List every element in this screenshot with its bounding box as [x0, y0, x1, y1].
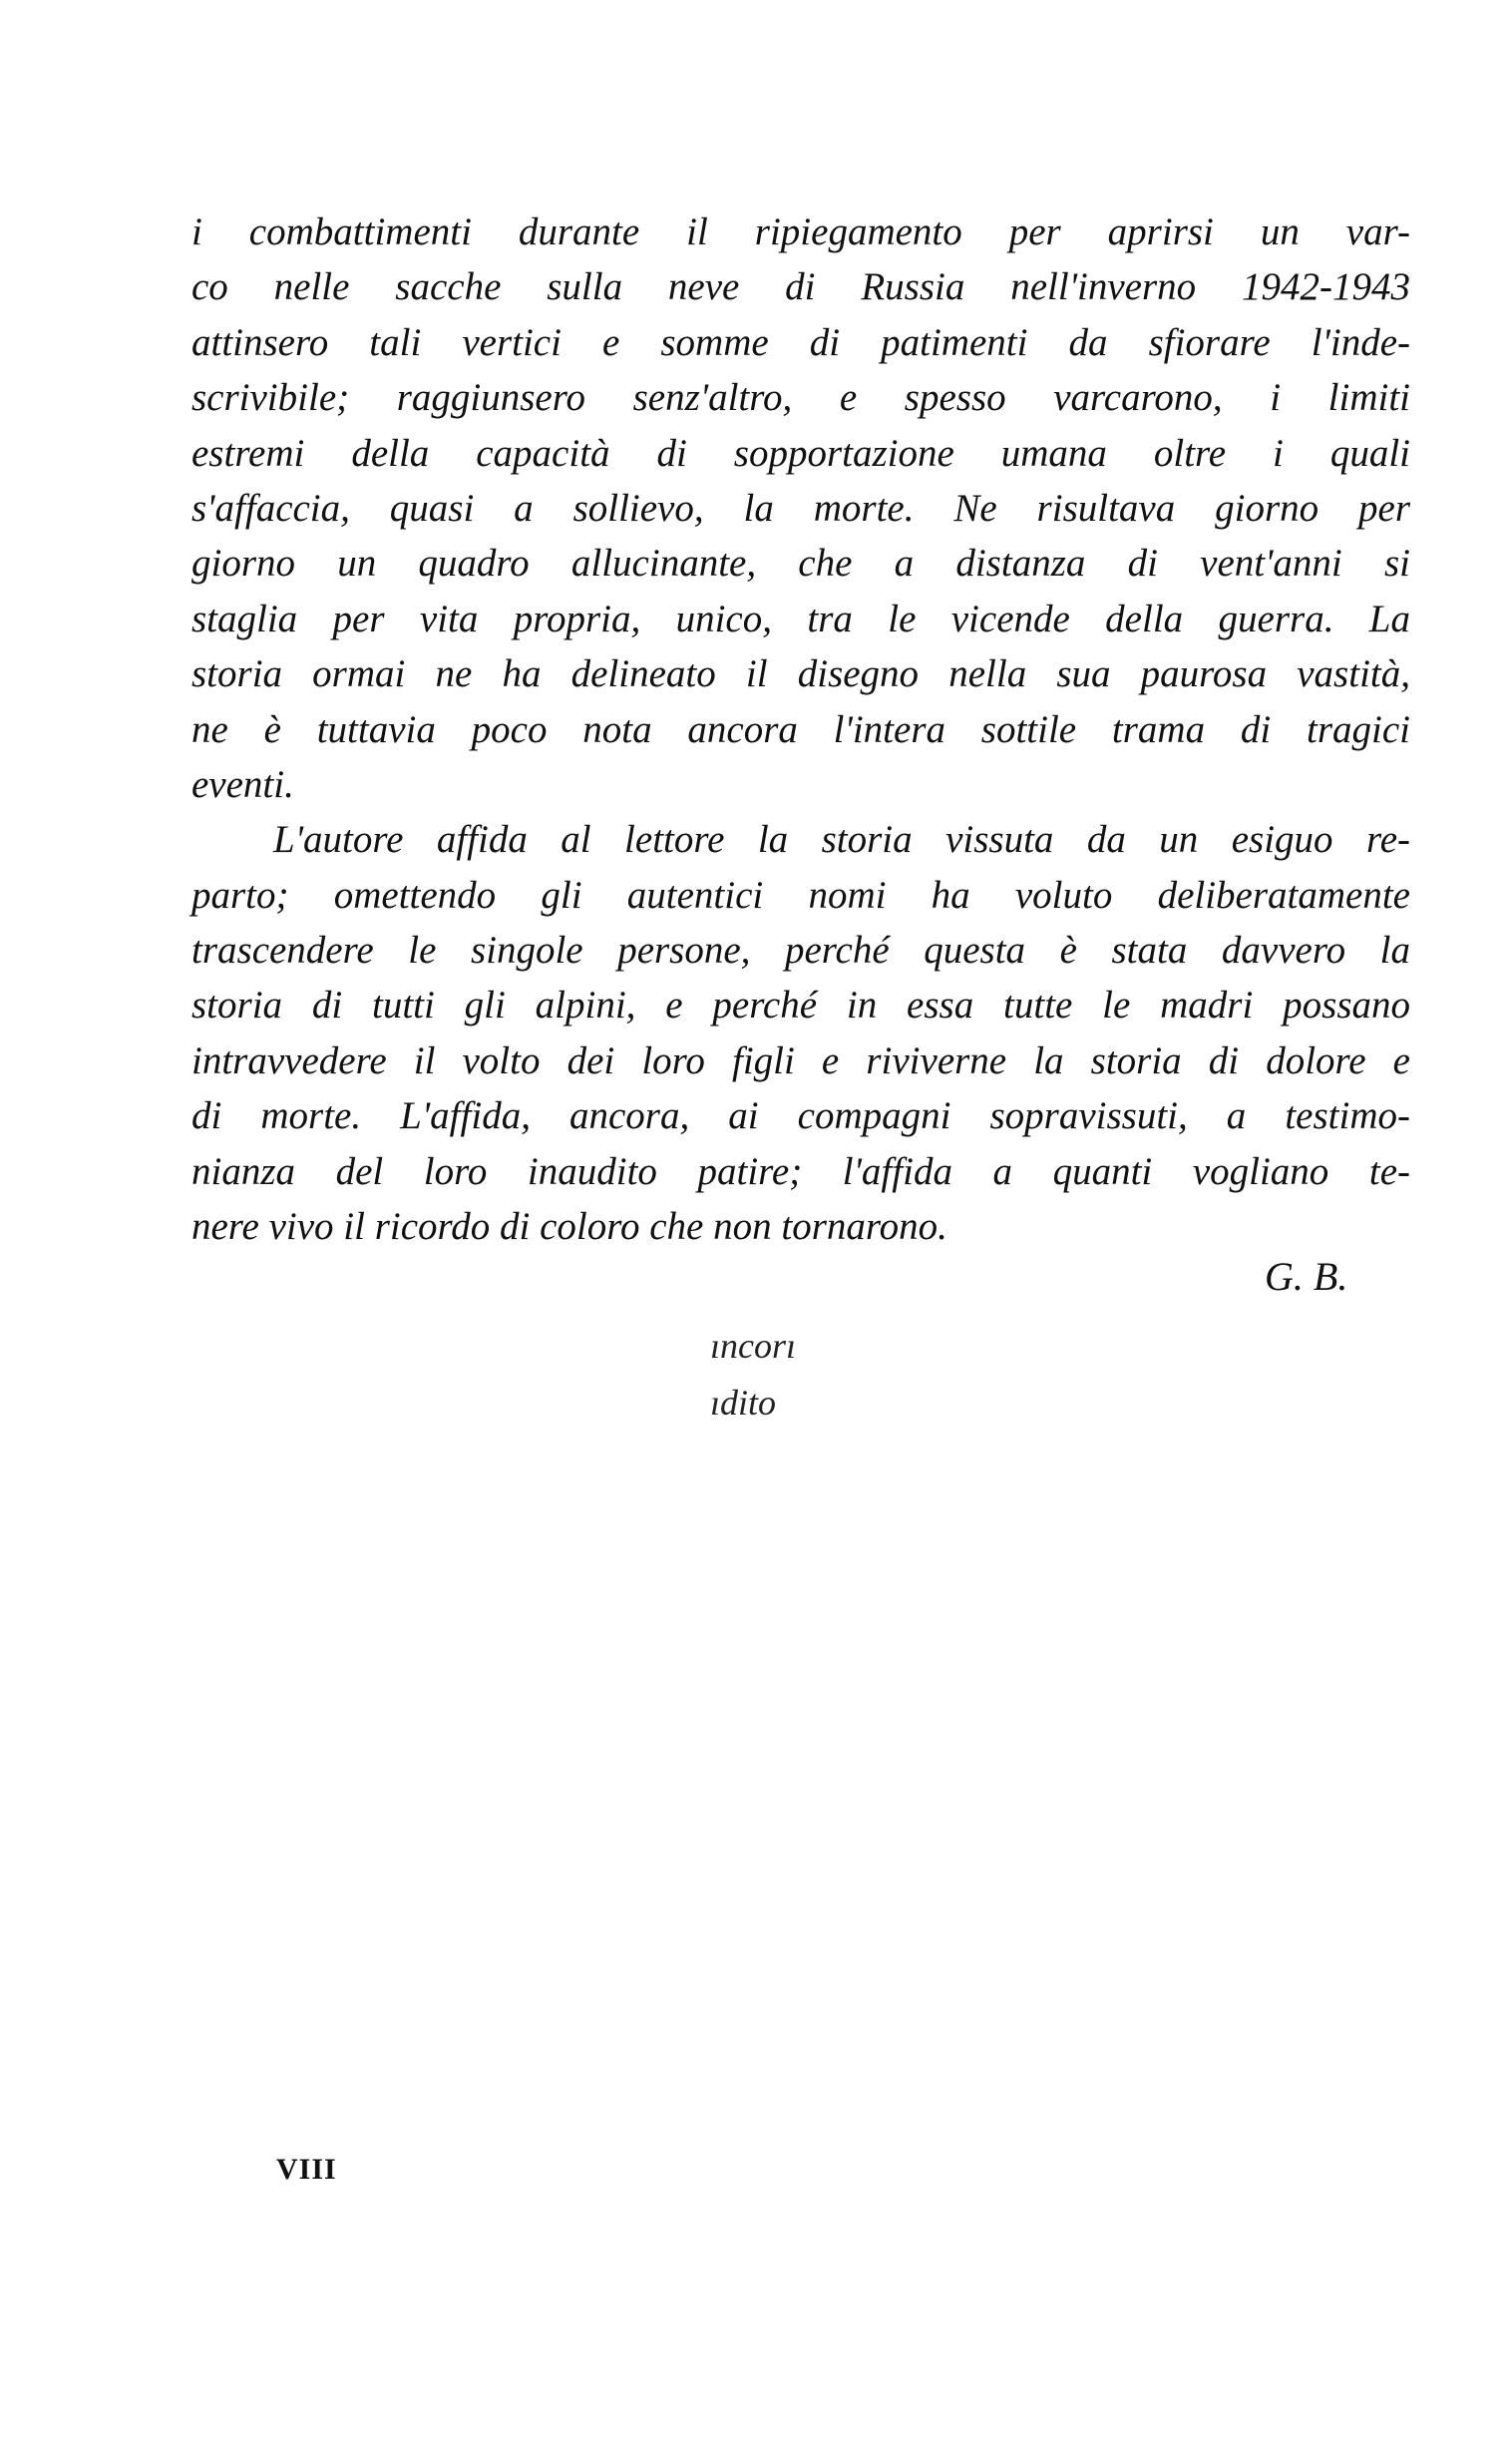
- text-line: staglia per vita propria, unico, tra le vicende della guerra. La: [191, 597, 1410, 640]
- text-line: L'autore affida al lettore la storia vissuta da un esiguo re-: [273, 818, 1410, 862]
- text-line: ne è tuttavia poco nota ancora l'intera sottile trama di tragici: [191, 707, 1410, 751]
- text-line: intravvedere il volto dei loro figli e riviverne la storia di dolore e: [191, 1038, 1410, 1082]
- author-signature: G. B.: [1265, 1254, 1348, 1299]
- preface-text: [191, 205, 1410, 1254]
- text-line: attinsero tali vertici e somme di patimenti da sfiorare l'inde-: [191, 320, 1410, 364]
- text-line: storia di tutti gli alpini, e perché in essa tutte le madri possano: [191, 984, 1410, 1027]
- text-line: nere vivo il ricordo di coloro che non tornarono.: [191, 1205, 947, 1249]
- text-line: scrivibile; raggiunsero senz'altro, e spesso varcarono, i limiti: [191, 376, 1410, 420]
- text-line: s'affaccia, quasi a sollievo, la morte. Ne risultava giorno per: [191, 486, 1410, 530]
- bleed-through-fragment: ıncorı: [710, 1326, 796, 1366]
- text-line: parto; omettendo gli autentici nomi ha voluto deliberatamente: [191, 873, 1410, 917]
- page-number: VIII: [276, 2153, 337, 2186]
- text-line: eventi.: [191, 762, 294, 806]
- text-line: giorno un quadro allucinante, che a distanza di vent'anni si: [191, 542, 1410, 586]
- text-line: di morte. L'affida, ancora, ai compagni sopravissuti, a testimo-: [191, 1094, 1410, 1138]
- text-line: nianza del loro inaudito patire; l'affida a quanti vogliano te-: [191, 1149, 1410, 1193]
- text-line: co nelle sacche sulla neve di Russia nell'inverno 1942-1943: [191, 265, 1410, 309]
- text-line: trascendere le singole persone, perché questa è stata davvero la: [191, 929, 1410, 973]
- bleed-through-fragment: ıdito: [710, 1383, 777, 1423]
- text-line: estremi della capacità di sopportazione umana oltre i quali: [191, 431, 1410, 475]
- text-line: storia ormai ne ha delineato il disegno nella sua paurosa vastità,: [191, 652, 1410, 696]
- text-line: i combattimenti durante il ripiegamento per aprirsi un var-: [191, 210, 1410, 253]
